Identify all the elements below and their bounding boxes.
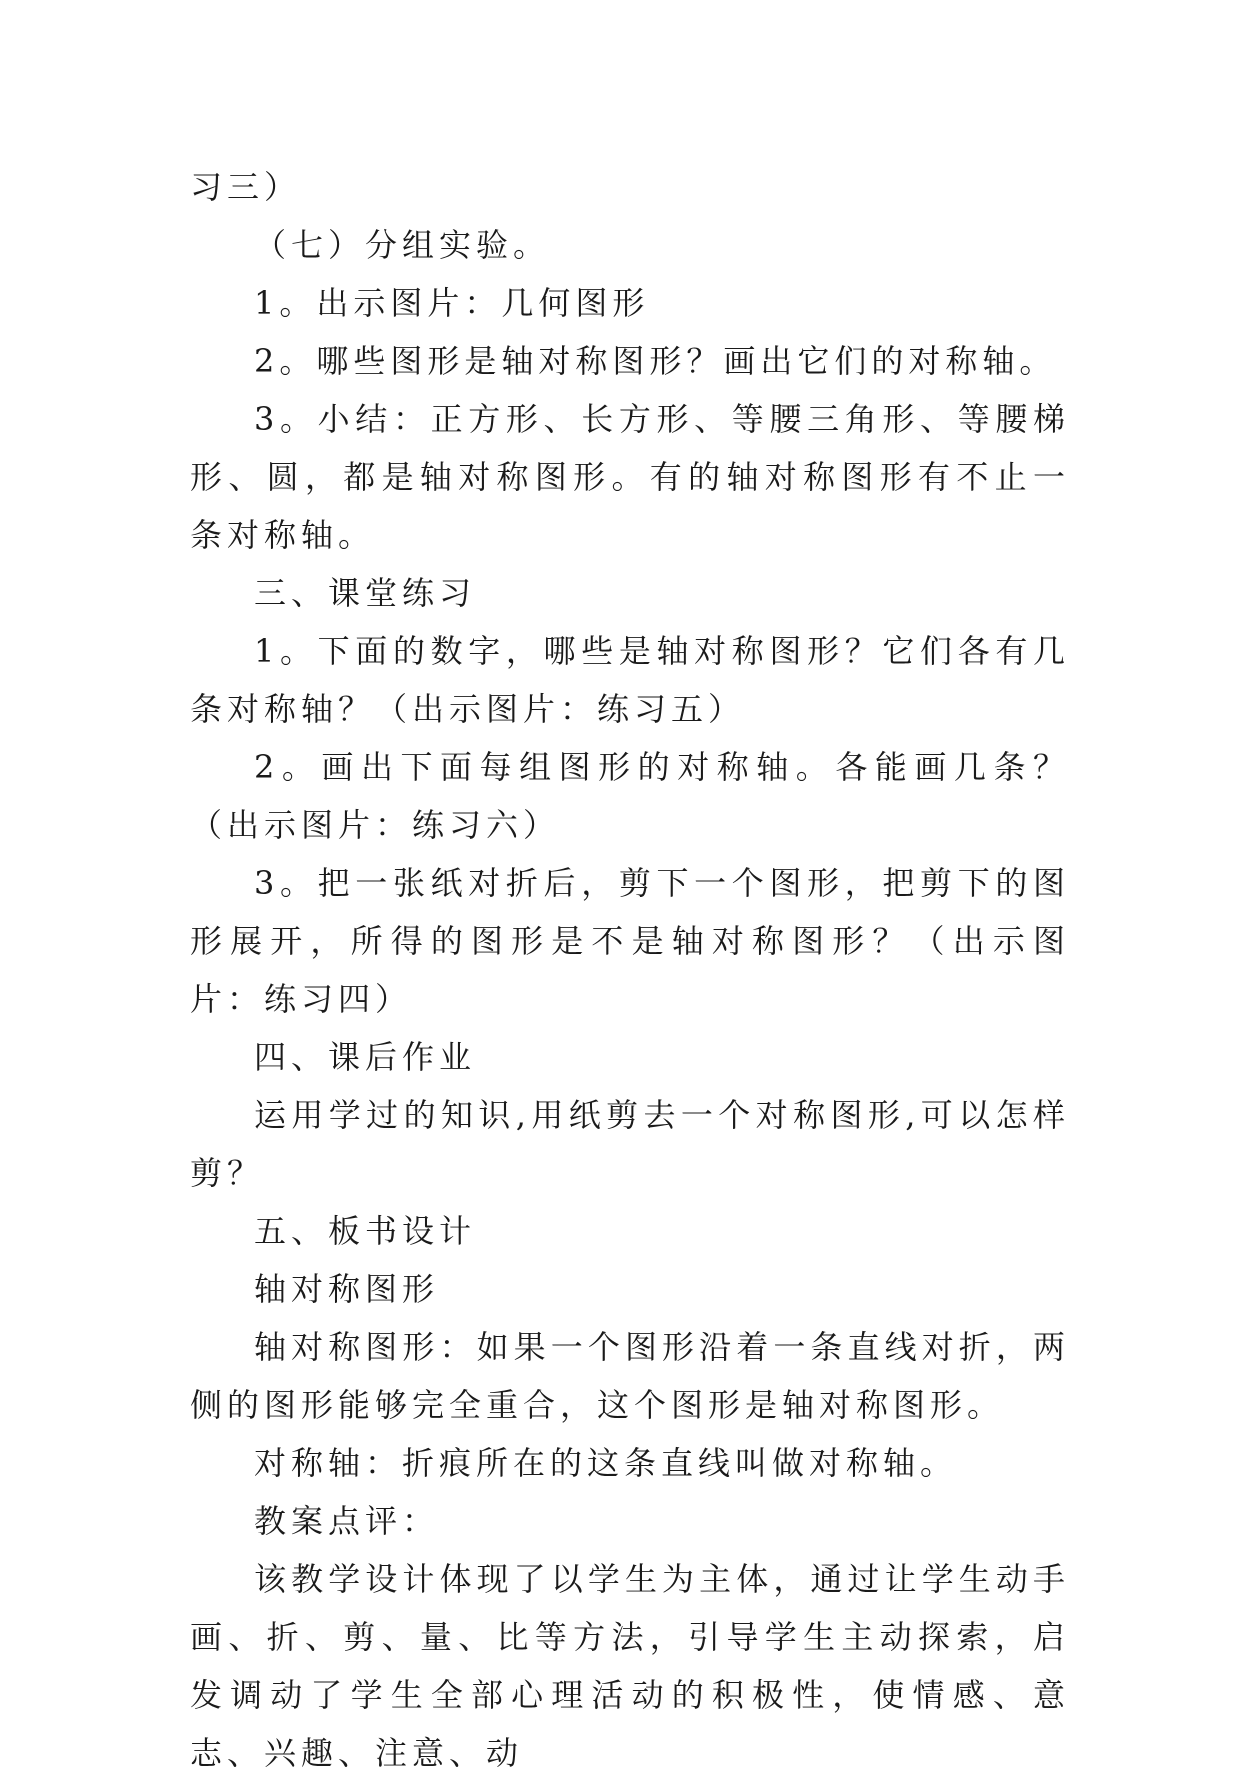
section-heading-classroom-practice: 三、课堂练习 (254, 574, 477, 612)
paragraph-14: 轴对称图形：如果一个图形沿着一条直线对折，两侧的图形能够完全重合，这个图形是轴对称图形。 (190, 1328, 1070, 1424)
paragraph-3: 1。出示图片：几何图形 (254, 284, 650, 322)
paragraph-11: 运用学过的知识,用纸剪去一个对称图形,可以怎样剪？ (190, 1096, 1070, 1192)
paragraph-4: 2。哪些图形是轴对称图形？画出它们的对称轴。 (254, 342, 1057, 380)
paragraph-13: 轴对称图形 (254, 1270, 440, 1308)
paragraph-1: 习三） (190, 168, 302, 206)
section-heading-board-design: 五、板书设计 (254, 1212, 477, 1250)
document-body (190, 158, 1070, 1782)
paragraph-17: 该教学设计体现了以学生为主体，通过让学生动手画、折、剪、量、比等方法，引导学生主动探索，启发调动了学生全部心理活动的积极性，使情感、意志、兴趣、注意、动 (190, 1560, 1070, 1772)
section-heading-comments: 教案点评： (254, 1502, 440, 1540)
paragraph-15: 对称轴：折痕所在的这条直线叫做对称轴。 (254, 1444, 958, 1482)
paragraph-2: （七）分组实验。 (254, 226, 551, 264)
paragraph-7: 1。下面的数字，哪些是轴对称图形？它们各有几条对称轴？（出示图片：练习五） (190, 632, 1070, 728)
paragraph-8: 2。画出下面每组图形的对称轴。各能画几条？（出示图片：练习六） (190, 748, 1070, 844)
section-heading-homework: 四、课后作业 (254, 1038, 477, 1076)
paragraph-9: 3。把一张纸对折后，剪下一个图形，把剪下的图形展开，所得的图形是不是轴对称图形？（出示图片：练习四） (190, 864, 1070, 1018)
paragraph-5: 3。小结：正方形、长方形、等腰三角形、等腰梯形、圆，都是轴对称图形。有的轴对称图形有不止一条对称轴。 (190, 400, 1070, 554)
